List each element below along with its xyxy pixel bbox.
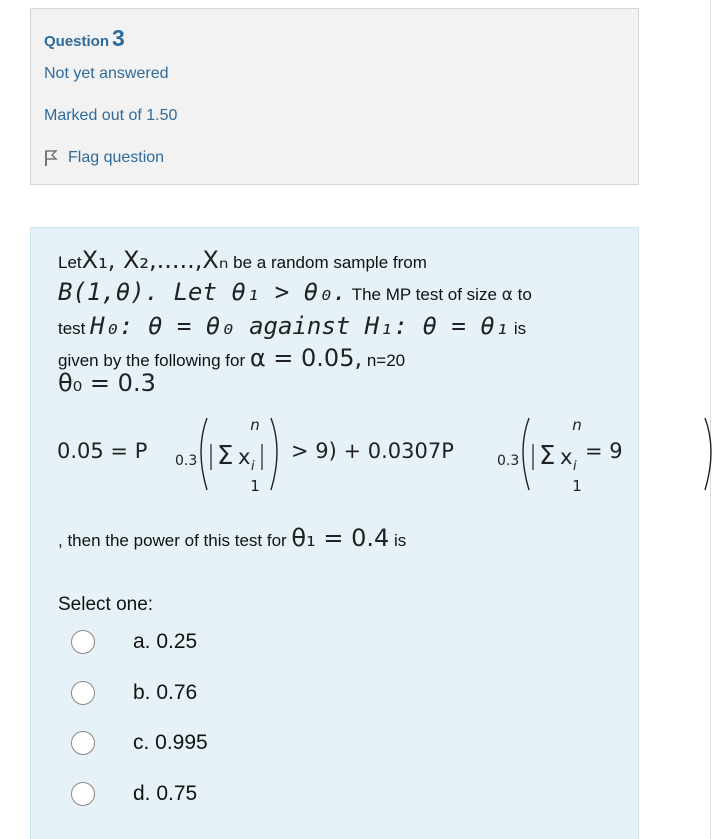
alpha-symbol: α bbox=[501, 285, 513, 305]
option-d[interactable] bbox=[71, 782, 197, 806]
option-c[interactable] bbox=[71, 731, 208, 755]
flag-icon bbox=[44, 150, 58, 167]
radio-button[interactable] bbox=[71, 731, 95, 755]
question-line-1 bbox=[58, 246, 427, 274]
question-number bbox=[44, 25, 125, 52]
radio-button[interactable] bbox=[71, 630, 95, 654]
option-label: c. 0.995 bbox=[133, 731, 208, 754]
question-line-2 bbox=[58, 278, 532, 306]
sum-bottom-2: 1 bbox=[572, 477, 582, 495]
question-label: Question bbox=[44, 33, 110, 50]
to-text: to bbox=[517, 285, 532, 304]
option-label: d. 0.75 bbox=[133, 782, 198, 805]
let-text: Let bbox=[58, 253, 82, 272]
question-number-value: 3 bbox=[112, 25, 125, 51]
x-var-2: x bbox=[560, 445, 573, 469]
sum-bottom-1: 1 bbox=[250, 477, 260, 495]
flag-question-label: Flag question bbox=[68, 149, 165, 166]
paren-right-2 bbox=[705, 418, 711, 490]
question-content bbox=[30, 227, 639, 839]
sample-size: n=20 bbox=[366, 351, 406, 370]
alpha-value: α = 0.05, bbox=[249, 344, 363, 372]
paren-left-1 bbox=[201, 418, 207, 490]
question-line-5 bbox=[58, 369, 156, 397]
x-var-1: x bbox=[238, 445, 251, 469]
sum-symbol-2: Σ bbox=[539, 441, 556, 471]
question-info-panel bbox=[30, 8, 639, 185]
flag-question-link[interactable] bbox=[44, 149, 164, 167]
size-equation bbox=[57, 408, 687, 503]
sample-variables: X₁, X₂,.....,Xₙ bbox=[81, 246, 229, 274]
paren-right-1 bbox=[271, 418, 277, 490]
answer-status: Not yet answered bbox=[44, 65, 169, 82]
distribution-text: B(1,θ). Let θ₁ > θ₀. bbox=[58, 278, 347, 306]
option-label: a. 0.25 bbox=[133, 630, 198, 653]
radio-button[interactable] bbox=[71, 681, 95, 705]
question-line-power bbox=[58, 524, 406, 552]
radio-button[interactable] bbox=[71, 782, 95, 806]
question-line-3 bbox=[58, 312, 526, 340]
theta1-value: θ₁ = 0.4 bbox=[291, 524, 390, 552]
question-line-4 bbox=[58, 344, 405, 372]
i-sub-2: i bbox=[573, 459, 577, 474]
formula-right: = 9 bbox=[585, 439, 623, 463]
marks-info: Marked out of 1.50 bbox=[44, 107, 178, 124]
option-b[interactable] bbox=[71, 681, 197, 705]
option-a[interactable] bbox=[71, 630, 197, 654]
paren-left-2 bbox=[523, 418, 529, 490]
option-label: b. 0.76 bbox=[133, 681, 198, 704]
hypotheses-text: H₀: θ = θ₀ against H₁: θ = θ₁ bbox=[90, 312, 510, 340]
sum-top-1: n bbox=[250, 416, 260, 434]
i-sub-1: i bbox=[251, 459, 255, 474]
random-sample-text: be a random sample from bbox=[233, 253, 427, 272]
size-equation-graphic bbox=[57, 408, 717, 503]
is-text: is bbox=[513, 319, 527, 338]
sum-symbol-1: Σ bbox=[217, 441, 234, 471]
p-subscript-1: 0.3 bbox=[175, 453, 198, 469]
power-text: , then the power of this test for bbox=[58, 531, 287, 550]
is-text-2: is bbox=[394, 531, 407, 550]
formula-middle: > 9) + 0.0307P bbox=[291, 439, 454, 463]
test-text: test bbox=[58, 319, 86, 338]
formula-left: 0.05 = P bbox=[57, 439, 148, 463]
select-one-label: Select one: bbox=[58, 594, 154, 615]
mp-test-text: The MP test of size bbox=[351, 285, 497, 304]
theta0-value: θ₀ = 0.3 bbox=[58, 369, 156, 397]
given-text: given by the following for bbox=[58, 351, 246, 370]
sum-top-2: n bbox=[572, 416, 582, 434]
p-subscript-2: 0.3 bbox=[497, 453, 520, 469]
